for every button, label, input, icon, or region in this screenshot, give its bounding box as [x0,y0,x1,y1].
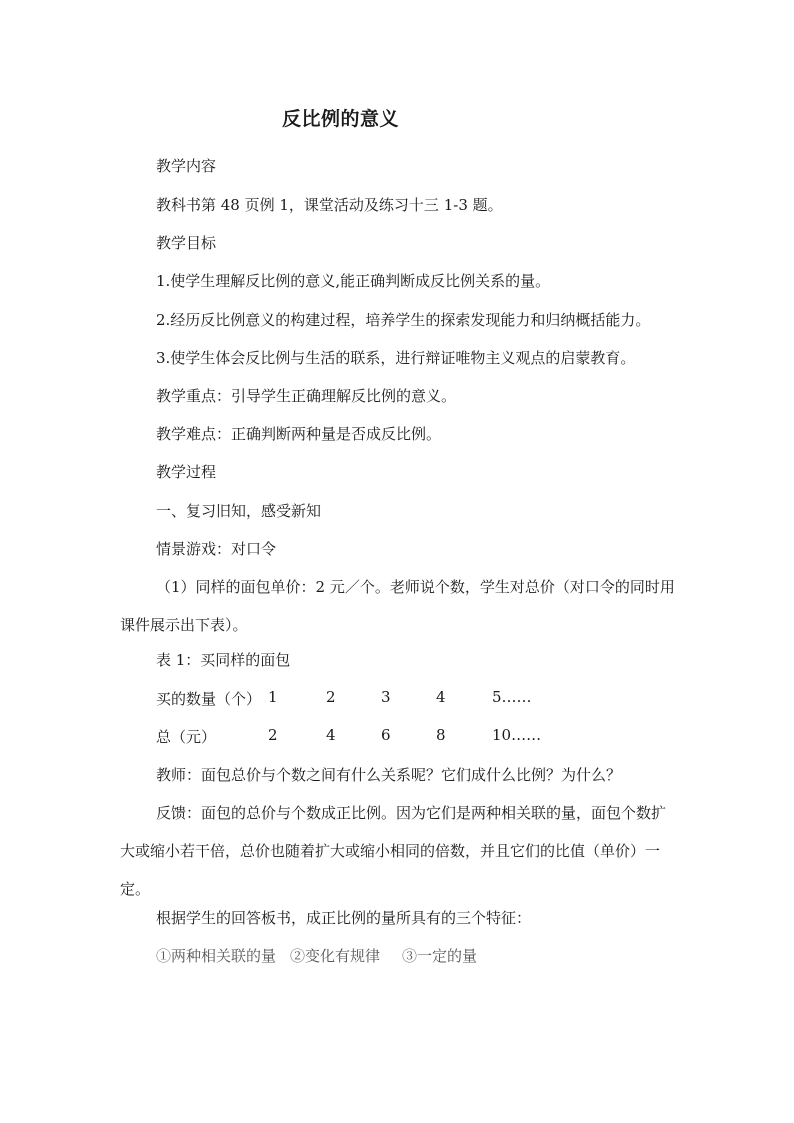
table-row [156,688,576,708]
table-cell: 10…… [492,726,542,744]
table-cell: 4 [436,688,446,706]
page-title: 反比例的意义 [282,108,400,130]
table-cell: 5…… [492,688,532,706]
section-heading-process: 教学过程 [156,463,217,481]
table-cell: 2 [326,688,336,706]
section-heading-content: 教学内容 [156,157,217,175]
goal-item-2: 2.经历反比例意义的构建过程，培养学生的探索发现能力和归纳概括能力。 [156,311,651,329]
feedback-paragraph: 反馈：面包的总价与个数成正比例。因为它们是两种相关联的量，面包个数扩大或缩小若干倍，总价也随着扩大或缩小相同的倍数，并且它们的比值（单价）一定。 [120,804,667,898]
table-cell: 4 [326,726,336,744]
feature-1: ①两种相关联的量 [156,947,277,965]
step-1-heading: 一、复习旧知，感受新知 [156,502,322,520]
item-1-paragraph: （1）同样的面包单价：2 元／个。老师说个数，学生对总价（对口令的同时用课件展示出下表）。 [120,578,675,634]
content-text: 教科书第 48 页例 1，课堂活动及练习十三 1-3 题。 [156,196,503,214]
section-heading-goals: 教学目标 [156,234,217,252]
game-text: 情景游戏：对口令 [156,540,277,558]
row-label-quantity: 买的数量（个） [156,690,262,708]
row-label-total: 总（元） [156,728,217,746]
goal-item-3: 3.使学生体会反比例与生活的联系，进行辩证唯物主义观点的启蒙教育。 [156,349,636,367]
key-point: 教学重点：引导学生正确理解反比例的意义。 [156,387,457,405]
table-title: 表 1：买同样的面包 [156,651,291,669]
difficulty: 教学难点：正确判断两种量是否成反比例。 [156,425,442,443]
features-line [156,946,477,966]
board-intro: 根据学生的回答板书，成正比例的量所具有的三个特征： [156,909,532,927]
table-cell: 6 [381,726,391,744]
table-cell: 1 [268,688,278,706]
table-cell: 8 [436,726,446,744]
goal-item-1: 1.使学生理解反比例的意义,能正确判断成反比例关系的量。 [156,272,551,290]
feature-3: ③一定的量 [402,947,478,965]
feature-2: ②变化有规律 [290,947,381,965]
teacher-question: 教师：面包总价与个数之间有什么关系呢？它们成什么比例？为什么？ [156,766,622,784]
table-cell: 2 [268,726,278,744]
table-row [156,726,576,746]
table-cell: 3 [381,688,391,706]
